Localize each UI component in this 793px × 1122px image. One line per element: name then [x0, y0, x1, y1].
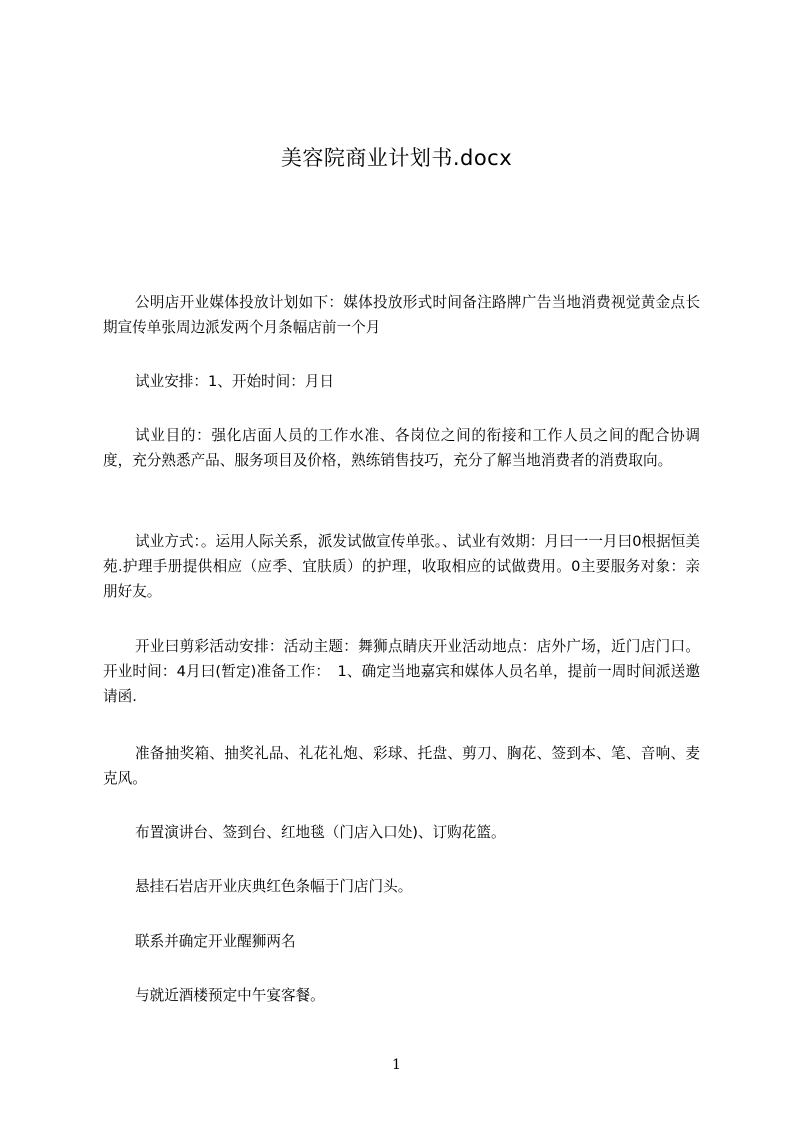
- paragraph-trial-method: 试业方式：。运用人际关系，派发试做宣传单张。、试业有效期：月曰一一月曰0根据恒美苑.护理手册提供相应（应季、宜肤质）的护理，收取相应的试做费用。0主要服务对象：亲朋好友。: [103, 533, 700, 600]
- paragraph-banner: 悬挂石岩店开业庆典红色条幅于门店门头。: [135, 878, 413, 895]
- paragraph-banquet: 与就近酒楼预定中午宴客餐。: [135, 987, 325, 1004]
- paragraph-preparation-items: 准备抽奖箱、抽奖礼品、礼花礼炮、彩球、托盘、剪刀、胸花、签到本、笔、音响、麦克风。: [103, 745, 700, 787]
- paragraph-lion-dance: 联系并确定开业醒狮两名: [135, 933, 296, 950]
- page-number: 1: [392, 1057, 401, 1073]
- paragraph-stage-setup: 布置演讲台、签到台、红地毯（门店入口处)、订购花篮。: [135, 824, 506, 841]
- paragraph-media-plan: 公明店开业媒体投放计划如下：媒体投放形式时间备注路牌广告当地消费视觉黄金点长期宣传单张周边派发两个月条幅店前一个月: [103, 294, 700, 336]
- paragraph-trial-schedule: 试业安排：1、开始时间：月日: [135, 373, 335, 390]
- paragraph-opening-ceremony: 开业曰剪彩活动安排：活动主题：舞狮点睛庆开业活动地点：店外广场，近门店门口。开业时间：4月曰(暂定)准备工作： 1、确定当地嘉宾和媒体人员名单，提前一周时间派送邀请函.: [103, 638, 700, 705]
- paragraph-trial-purpose: 试业目的：强化店面人员的工作水准、各岗位之间的衔接和工作人员之间的配合协调度，充分熟悉产品、服务项目及价格，熟练销售技巧，充分了解当地消费者的消费取向。: [103, 427, 700, 469]
- document-title: 美容院商业计划书.docx: [280, 146, 513, 170]
